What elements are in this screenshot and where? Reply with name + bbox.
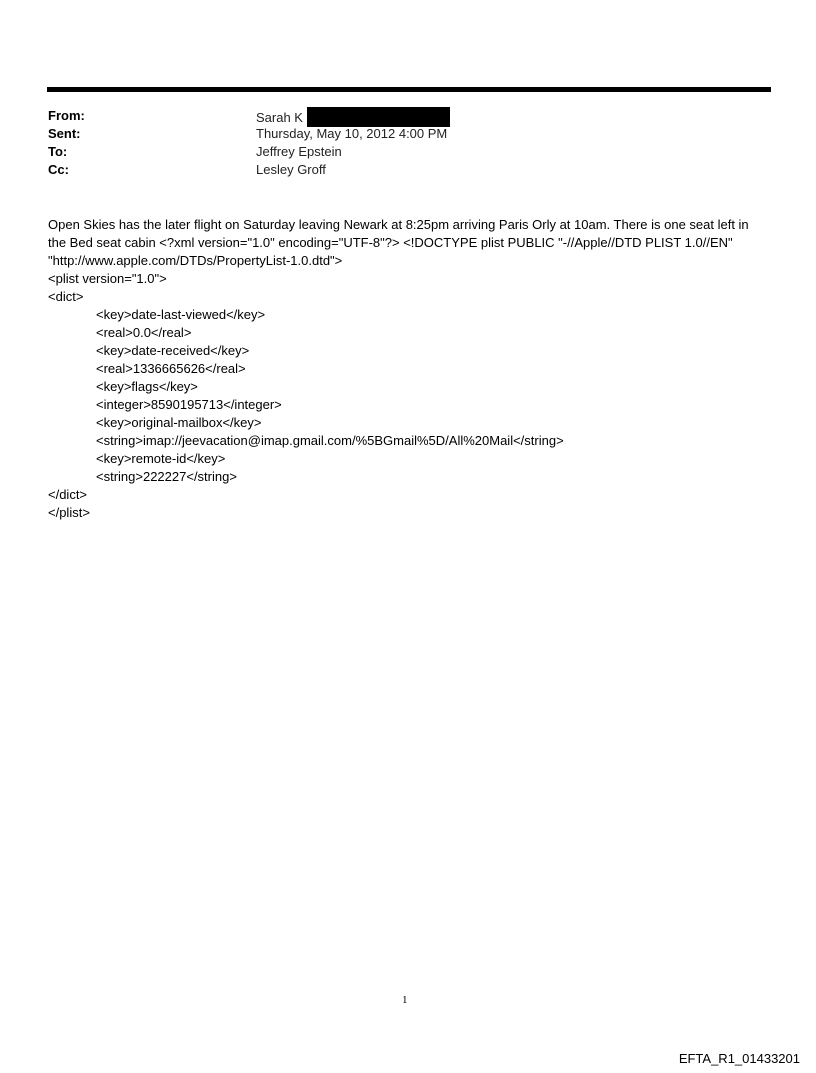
- body-line: <key>flags</key>: [96, 379, 198, 394]
- sent-label: Sent:: [48, 126, 81, 141]
- email-body: [48, 216, 778, 522]
- from-label: From:: [48, 108, 85, 123]
- from-value: [256, 107, 450, 127]
- cc-label: Cc:: [48, 162, 69, 177]
- body-line: <string>222227</string>: [96, 469, 237, 484]
- body-line: "http://www.apple.com/DTDs/PropertyList-1.0.dtd">: [48, 253, 343, 268]
- body-line: <plist version="1.0">: [48, 271, 167, 286]
- body-line: <key>date-received</key>: [96, 343, 250, 358]
- to-value: Jeffrey Epstein: [256, 144, 342, 159]
- body-line: <real>1336665626</real>: [96, 361, 246, 376]
- to-label: To:: [48, 144, 68, 159]
- body-line: </dict>: [48, 487, 88, 502]
- body-line: <key>original-mailbox</key>: [96, 415, 262, 430]
- body-line: <string>imap://jeevacation@imap.gmail.com/%5BGmail%5D/All%20Mail</string>: [96, 433, 564, 448]
- cc-value: Lesley Groff: [256, 162, 326, 177]
- body-line: the Bed seat cabin <?xml version="1.0" encoding="UTF-8"?> <!DOCTYPE plist PUBLIC "-//Apple//DTD PLIST 1.0//EN": [48, 235, 733, 250]
- body-line: </plist>: [48, 505, 90, 520]
- sent-value: Thursday, May 10, 2012 4:00 PM: [256, 126, 448, 141]
- body-line: <integer>8590195713</integer>: [96, 397, 282, 412]
- body-line: <real>0.0</real>: [96, 325, 192, 340]
- body-line: Open Skies has the later flight on Saturday leaving Newark at 8:25pm arriving Paris Orly at 10am. There is one seat left in: [48, 217, 749, 232]
- body-line: <key>date-last-viewed</key>: [96, 307, 266, 322]
- body-line: <dict>: [48, 289, 84, 304]
- from-name: Sarah K: [256, 110, 303, 125]
- page-number: 1: [402, 994, 408, 1006]
- redaction-box: [307, 107, 450, 127]
- body-line: <key>remote-id</key>: [96, 451, 226, 466]
- header-divider: [47, 87, 771, 92]
- document-id: EFTA_R1_01433201: [678, 1051, 800, 1066]
